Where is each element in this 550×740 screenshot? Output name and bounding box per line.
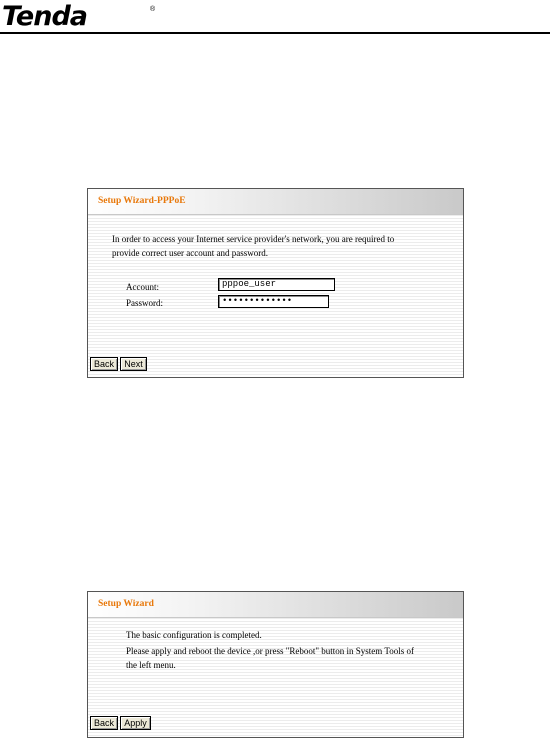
completion-text-line-1: The basic configuration is completed.: [126, 630, 262, 640]
intro-text-line-2: provide correct user account and password.: [112, 248, 268, 258]
panel-title: Setup Wizard-PPPoE: [98, 196, 186, 206]
pppoe-wizard-panel: [87, 188, 464, 378]
account-label: Account:: [126, 282, 159, 292]
registered-mark: ®: [150, 6, 156, 13]
back-button[interactable]: Back: [90, 716, 118, 730]
password-field[interactable]: •••••••••••••: [218, 295, 329, 308]
intro-text-line-1: In order to access your Internet service provider's network, you are required to: [112, 234, 395, 244]
tenda-logo: Tenda: [2, 1, 88, 32]
next-button[interactable]: Next: [120, 357, 147, 371]
password-label: Password:: [126, 298, 164, 308]
panel-title: Setup Wizard: [98, 599, 154, 609]
header-divider: [0, 32, 550, 34]
setup-complete-panel: [87, 591, 464, 738]
completion-text-line-3: the left menu.: [126, 660, 176, 670]
apply-button[interactable]: Apply: [120, 716, 151, 730]
panel-title-bar: [88, 189, 463, 215]
back-button[interactable]: Back: [90, 357, 118, 371]
account-field[interactable]: pppoe_user: [218, 278, 335, 291]
completion-text-line-2: Please apply and reboot the device ,or press "Reboot" button in System Tools of: [126, 646, 415, 656]
panel-title-bar: [88, 592, 463, 618]
